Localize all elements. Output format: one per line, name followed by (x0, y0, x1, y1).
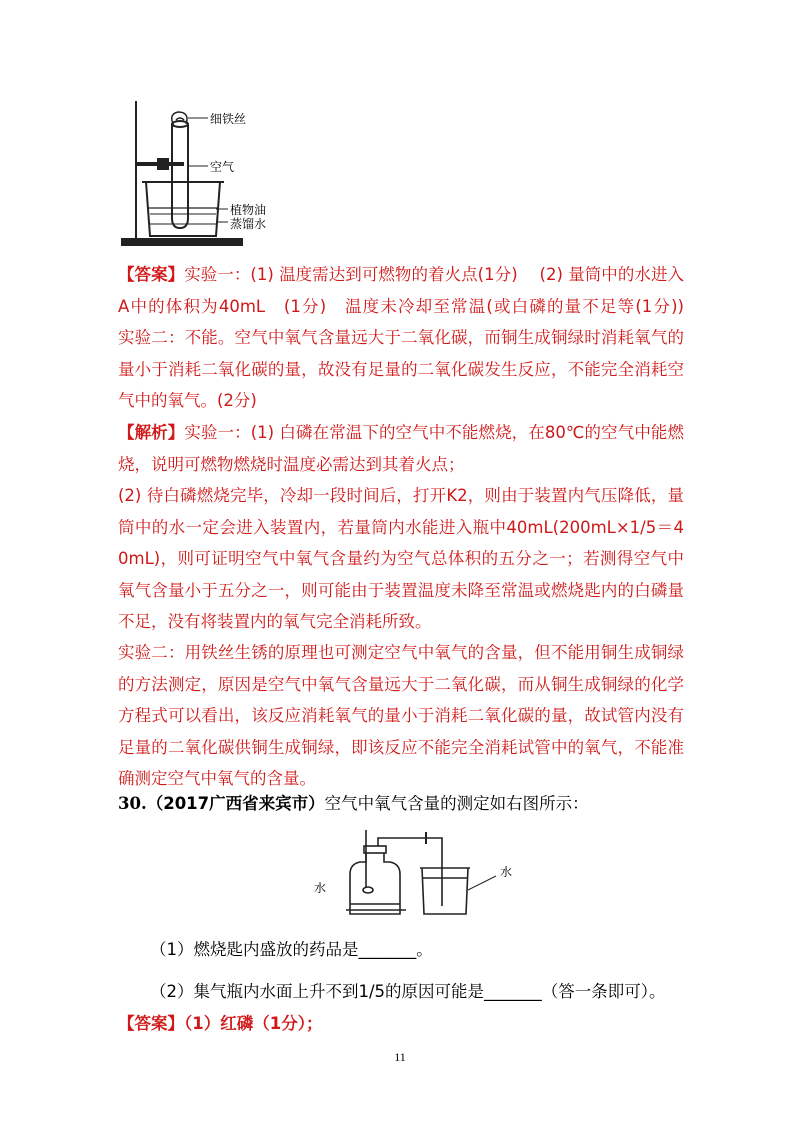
answer-text: 实验一：(1) 温度需达到可燃物的着火点(1分) (2) 量筒中的水进入A中的体积为40mL (1分) 温度未冷却至常温(或白磷的量不足等(1分)) 实验二：不能。空气中氧气含量远大于二氧化碳，而铜生成铜绿时消耗氧气的量小于消耗二氧化碳的量，故没有足量的二氧化碳发生反应，不能完全消耗空气中的氧气。(2分) (118, 265, 706, 411)
analysis-label: 【解析】 (118, 423, 185, 442)
question-number: 30. (118, 794, 147, 813)
question-source: （2017广西省来宾市） (146, 794, 325, 813)
analysis-paragraph-1 (118, 417, 684, 480)
question-30-heading (118, 792, 589, 816)
analysis-text-3: 实验二：用铁丝生锈的原理也可测定空气中氧气的含量，但不能用铜生成铜绿的方法测定，原因是空气中氧气含量远大于二氧化碳，而从铜生成铜绿的化学方程式可以看出，该反应消耗氧气的量小于消耗二氧化碳的量，故试管内没有足量的二氧化碳供铜生成铜绿，即该反应不能完全消耗试管中的氧气，不能准确测定空气中氧气的含量。 (118, 643, 684, 789)
vegetable-oil-label: 植物油 (230, 203, 267, 217)
answer-paragraph (118, 259, 706, 417)
question-stem: 空气中氧气含量的测定如右图所示： (324, 794, 589, 813)
analysis-paragraph-2 (118, 480, 684, 638)
analysis-text-1: 实验一：(1) 白磷在常温下的空气中不能燃烧，在80℃的空气中能燃烧，说明可燃物燃烧时温度必需达到其着火点； (118, 423, 684, 474)
analysis-text-2: (2) 待白磷燃烧完毕，冷却一段时间后，打开K2，则由于装置内气压降低，量筒中的水一定会进入装置内，若量筒内水能进入瓶中40mL(200mL×1/5＝40mL)，则可证明空气中氧气含量约为空气总体积的五分之一；若测得空气中氧气含量小于五分之一，则可能由于装置温度未降至常温或燃烧匙内的白磷量不足，没有将装置内的氧气完全消耗所致。 (118, 486, 684, 632)
page-number: 11 (394, 1050, 406, 1064)
distilled-water-label: 蒸馏水 (230, 217, 267, 231)
right-water-label: 水 (500, 865, 513, 879)
apparatus-figure-oxygen (310, 828, 530, 924)
air-label: 空气 (210, 160, 235, 174)
question-30-answer-text: （1）红磷（1分）； (184, 1014, 323, 1033)
left-water-label: 水 (314, 881, 327, 895)
question-30-answer-label: 【答案】 (118, 1014, 184, 1033)
answer-label: 【答案】 (118, 265, 185, 284)
question-30-answer (118, 1012, 322, 1036)
iron-wire-label: 细铁丝 (210, 112, 247, 126)
question-30-part-2: （2）集气瓶内水面上升不到1/5的原因可能是_______（答一条即可）。 (150, 982, 666, 1001)
question-30-part-1: （1）燃烧匙内盛放的药品是_______。 (150, 940, 433, 959)
apparatus-figure-iron-wire (116, 96, 276, 248)
analysis-paragraph-3 (118, 637, 684, 795)
